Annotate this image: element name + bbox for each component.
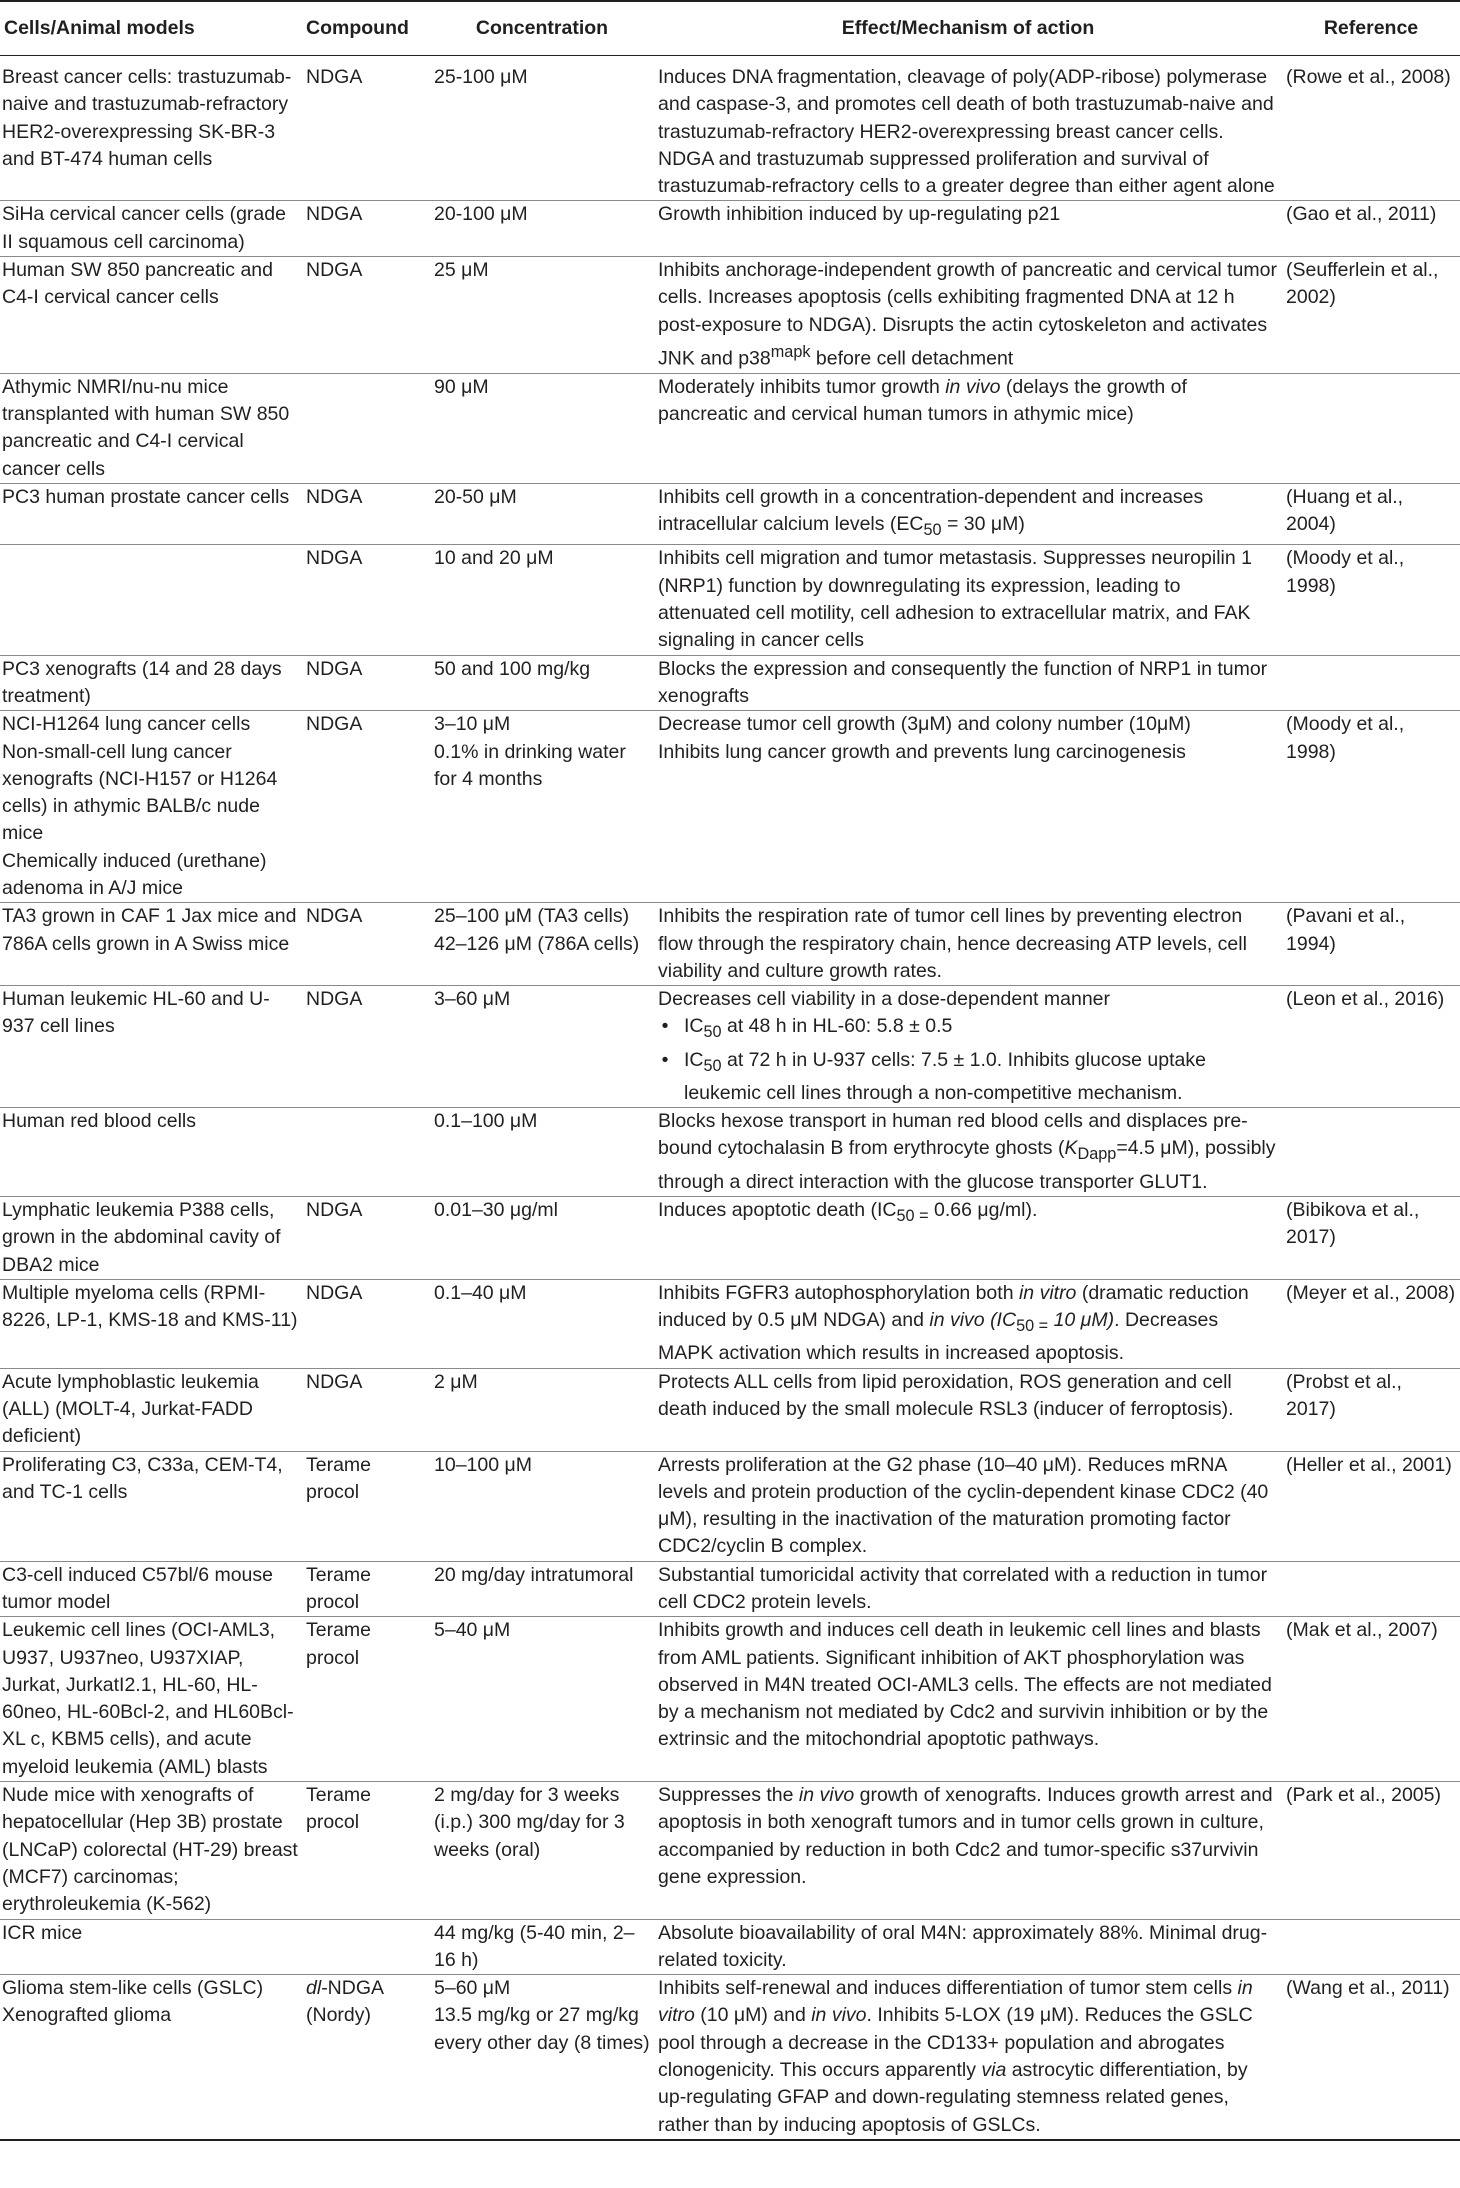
table-row bbox=[0, 1451, 1460, 1561]
model-cell: Multiple myeloma cells (RPMI-8226, LP-1, KMS-18 and KMS-11) bbox=[0, 1279, 302, 1368]
effect-tail: =4.5 μM), possibly through a direct interaction with the glucose transporter GLUT1. bbox=[658, 1137, 1276, 1193]
compound-cell: NDGA bbox=[302, 56, 430, 201]
concentration-cell: 3–60 μM bbox=[430, 986, 654, 1108]
effect-italic: in vitro bbox=[1018, 1281, 1077, 1304]
compound-cell: NDGA bbox=[302, 483, 430, 544]
effect-sub: 50 = bbox=[1016, 1317, 1049, 1336]
reference-cell: (Wang et al., 2011) bbox=[1282, 1975, 1460, 2140]
effect-italic: 10 μM) bbox=[1048, 1309, 1115, 1332]
bullet-tail: at 72 h in U-937 cells: 7.5 ± 1.0. Inhibits glucose uptake leukemic cell lines through a non-competitive mechanism. bbox=[684, 1048, 1206, 1104]
effect-cell: Growth inhibition induced by up-regulating p21 bbox=[654, 201, 1282, 257]
effect-mid: (dramatic reduction induced by 0.5 μM NDGA) and bbox=[658, 1281, 1249, 1332]
effect-sub: 50 bbox=[923, 521, 942, 540]
table-row bbox=[0, 1919, 1460, 1975]
model-cell: Human SW 850 pancreatic and C4-I cervical cancer cells bbox=[0, 257, 302, 374]
reference-cell bbox=[1282, 1919, 1460, 1975]
effect-cell: Decrease tumor cell growth (3μM) and colony number (10μM) Inhibits lung cancer growth and prevents lung carcinogenesis bbox=[654, 711, 1282, 903]
bullet-text: IC bbox=[684, 1048, 704, 1071]
effect-text: Moderately inhibits tumor growth bbox=[658, 375, 946, 398]
reference-cell bbox=[1282, 655, 1460, 711]
table-row bbox=[0, 257, 1460, 374]
reference-cell bbox=[1282, 1108, 1460, 1197]
model-cell: Glioma stem-like cells (GSLC) Xenografted glioma bbox=[0, 1975, 302, 2140]
model-cell: Human red blood cells bbox=[0, 1108, 302, 1197]
concentration-cell: 0.1–100 μM bbox=[430, 1108, 654, 1197]
concentration-cell: 25 μM bbox=[430, 257, 654, 374]
reference-cell: (Huang et al., 2004) bbox=[1282, 483, 1460, 544]
effect-italic: via bbox=[981, 2059, 1007, 2082]
model-cell: Athymic NMRI/nu-nu mice transplanted with human SW 850 pancreatic and C4-I cervical cancer cells bbox=[0, 373, 302, 483]
table-row bbox=[0, 1108, 1460, 1197]
reference-cell: (Pavani et al., 1994) bbox=[1282, 903, 1460, 986]
effect-cell: Inhibits cell migration and tumor metastasis. Suppresses neuropilin 1 (NRP1) function by downregulating its expression, leading to attenuated cell motility, cell adhesion to extracellular matrix, and FAK signaling in cancer cells bbox=[654, 545, 1282, 655]
effect-mid: (10 μM) and bbox=[694, 2004, 812, 2027]
effect-cell: Absolute bioavailability of oral M4N: approximately 88%. Minimal drug-related toxicity. bbox=[654, 1919, 1282, 1975]
effect-cell: Protects ALL cells from lipid peroxidation, ROS generation and cell death induced by the small molecule RSL3 (inducer of ferroptosis). bbox=[654, 1368, 1282, 1451]
header-concentration: Concentration bbox=[430, 1, 654, 56]
header-model: Cells/Animal models bbox=[0, 1, 302, 56]
compound-cell: Terame procol bbox=[302, 1617, 430, 1782]
effect-cell bbox=[654, 1108, 1282, 1197]
compound-cell: NDGA bbox=[302, 986, 430, 1108]
compound-cell: Terame procol bbox=[302, 1782, 430, 1919]
effect-cell: Arrests proliferation at the G2 phase (10–40 μM). Reduces mRNA levels and protein production of the cyclin-dependent kinase CDC2 (40 μM), resulting in the inactivation of the maturation promoting factor CDC2/cyclin B complex. bbox=[654, 1451, 1282, 1561]
effect-bullet bbox=[684, 1013, 1278, 1046]
table-row bbox=[0, 1196, 1460, 1279]
effect-tail: astrocytic differentiation, by up-regulating GFAP and down-regulating stemness related genes, rather than by inducing apoptosis of GSLCs. bbox=[658, 2059, 1248, 2136]
compound-cell: NDGA bbox=[302, 903, 430, 986]
reference-cell bbox=[1282, 373, 1460, 483]
concentration-cell: 5–60 μM 13.5 mg/kg or 27 mg/kg every other day (8 times) bbox=[430, 1975, 654, 2140]
header-effect: Effect/Mechanism of action bbox=[654, 1, 1282, 56]
effect-tail: 0.66 μg/ml). bbox=[928, 1198, 1038, 1221]
table-row bbox=[0, 1368, 1460, 1451]
model-cell: Lymphatic leukemia P388 cells, grown in the abdominal cavity of DBA2 mice bbox=[0, 1196, 302, 1279]
compound-cell: Terame procol bbox=[302, 1451, 430, 1561]
model-cell: Nude mice with xenografts of hepatocellular (Hep 3B) prostate (LNCaP) colorectal (HT-29) breast (MCF7) carcinomas; erythroleukemia (K-562) bbox=[0, 1782, 302, 1919]
concentration-cell: 0.01–30 μg/ml bbox=[430, 1196, 654, 1279]
reference-cell: (Mak et al., 2007) bbox=[1282, 1617, 1460, 1782]
effect-cell bbox=[654, 986, 1282, 1108]
table-row bbox=[0, 373, 1460, 483]
model-cell: Acute lymphoblastic leukemia (ALL) (MOLT-4, Jurkat-FADD deficient) bbox=[0, 1368, 302, 1451]
model-cell: ICR mice bbox=[0, 1919, 302, 1975]
table-row bbox=[0, 711, 1460, 903]
table-row bbox=[0, 1617, 1460, 1782]
effect-cell bbox=[654, 373, 1282, 483]
reference-cell: (Probst et al., 2017) bbox=[1282, 1368, 1460, 1451]
concentration-cell: 3–10 μM 0.1% in drinking water for 4 months bbox=[430, 711, 654, 903]
concentration-cell: 2 μM bbox=[430, 1368, 654, 1451]
concentration-cell: 50 and 100 mg/kg bbox=[430, 655, 654, 711]
model-cell: PC3 xenografts (14 and 28 days treatment) bbox=[0, 655, 302, 711]
effect-bullet-list bbox=[658, 1013, 1278, 1107]
compound-cell bbox=[302, 1108, 430, 1197]
effect-cell bbox=[654, 257, 1282, 374]
header-reference: Reference bbox=[1282, 1, 1460, 56]
effect-cell bbox=[654, 1782, 1282, 1919]
reference-cell: (Heller et al., 2001) bbox=[1282, 1451, 1460, 1561]
compound-cell bbox=[302, 1919, 430, 1975]
effect-text: Induces apoptotic death (IC bbox=[658, 1198, 897, 1221]
table-row bbox=[0, 1782, 1460, 1919]
effect-italic: in vivo bbox=[945, 375, 1001, 398]
concentration-cell: 25–100 μM (TA3 cells) 42–126 μM (786A cells) bbox=[430, 903, 654, 986]
table-row bbox=[0, 1561, 1460, 1617]
effect-text: Inhibits self-renewal and induces differentiation of tumor stem cells bbox=[658, 1977, 1238, 2000]
table-row bbox=[0, 1975, 1460, 2140]
effect-italic: in vivo bbox=[811, 2004, 867, 2027]
effect-italic: in vivo (IC bbox=[929, 1309, 1017, 1332]
table-row bbox=[0, 1279, 1460, 1368]
reference-cell: (Bibikova et al., 2017) bbox=[1282, 1196, 1460, 1279]
model-cell: PC3 human prostate cancer cells bbox=[0, 483, 302, 544]
compound-cell: Terame procol bbox=[302, 1561, 430, 1617]
table-row bbox=[0, 903, 1460, 986]
effect-tail: = 30 μM) bbox=[941, 513, 1025, 536]
concentration-cell: 10 and 20 μM bbox=[430, 545, 654, 655]
effect-cell bbox=[654, 483, 1282, 544]
table-row bbox=[0, 545, 1460, 655]
effect-sub: Dapp bbox=[1077, 1145, 1117, 1164]
model-cell: TA3 grown in CAF 1 Jax mice and 786A cells grown in A Swiss mice bbox=[0, 903, 302, 986]
table-row bbox=[0, 56, 1460, 201]
model-cell: NCI-H1264 lung cancer cells Non-small-cell lung cancer xenografts (NCI-H157 or H1264 cells) in athymic BALB/c nude mice Chemically induced (urethane) adenoma in A/J mice bbox=[0, 711, 302, 903]
effect-text: Decreases cell viability in a dose-dependent manner bbox=[658, 988, 1111, 1011]
compound-cell: NDGA bbox=[302, 201, 430, 257]
effect-sub: 50 = bbox=[896, 1206, 929, 1225]
concentration-cell: 25-100 μM bbox=[430, 56, 654, 201]
model-cell: Leukemic cell lines (OCI-AML3, U937, U937neo, U937XIAP, Jurkat, JurkatI2.1, HL-60, HL-60neo, HL-60Bcl-2, and HL60Bcl-XL c, KBM5 cells), and acute myeloid leukemia (AML) blasts bbox=[0, 1617, 302, 1782]
reference-cell bbox=[1282, 1561, 1460, 1617]
effect-cell: Inhibits the respiration rate of tumor cell lines by preventing electron flow through the respiratory chain, hence decreasing ATP levels, cell viability and culture growth rates. bbox=[654, 903, 1282, 986]
effect-cell: Inhibits growth and induces cell death in leukemic cell lines and blasts from AML patients. Significant inhibition of AKT phosphorylation was observed in M4N treated OCI-AML3 cells. The effects are not mediated by a mechanism not mediated by Cdc2 and survivin inhibition or by the extrinsic and the mitochondrial apoptotic pathways. bbox=[654, 1617, 1282, 1782]
effect-text: Inhibits anchorage-independent growth of pancreatic and cervical tumor cells. Increases apoptosis (cells exhibiting fragmented DNA at 12 h post-exposure to NDGA). Disrupts the actin cytoskeleton and activates JNK and p38 bbox=[658, 259, 1277, 370]
concentration-cell: 5–40 μM bbox=[430, 1617, 654, 1782]
concentration-cell: 0.1–40 μM bbox=[430, 1279, 654, 1368]
effect-tail: . Decreases MAPK activation which results in increased apoptosis. bbox=[658, 1309, 1219, 1365]
reference-cell: (Moody et al., 1998) bbox=[1282, 545, 1460, 655]
effect-tail: (delays the growth of pancreatic and cervical human tumors in athymic mice) bbox=[658, 375, 1187, 426]
model-cell: Breast cancer cells: trastuzumab-naive and trastuzumab-refractory HER2-overexpressing SK-BR-3 and BT-474 human cells bbox=[0, 56, 302, 201]
table-row bbox=[0, 201, 1460, 257]
compound-cell: NDGA bbox=[302, 1368, 430, 1451]
compound-cell: NDGA bbox=[302, 1279, 430, 1368]
concentration-cell: 90 μM bbox=[430, 373, 654, 483]
effect-tail: before cell detachment bbox=[810, 347, 1014, 370]
compound-cell bbox=[302, 1975, 430, 2140]
effect-sup: mapk bbox=[770, 342, 811, 361]
effect-cell bbox=[654, 1279, 1282, 1368]
reference-cell: (Rowe et al., 2008) bbox=[1282, 56, 1460, 201]
header-compound: Compound bbox=[302, 1, 430, 56]
effect-text: Suppresses the bbox=[658, 1784, 799, 1807]
reference-cell: (Moody et al., 1998) bbox=[1282, 711, 1460, 903]
effect-bullet bbox=[684, 1047, 1278, 1107]
effect-text: Blocks hexose transport in human red blood cells and displaces pre-bound cytochalasin B from erythrocyte ghosts ( bbox=[658, 1110, 1248, 1160]
effect-text: Inhibits FGFR3 autophosphorylation both bbox=[658, 1281, 1019, 1304]
table-row bbox=[0, 655, 1460, 711]
compound-cell bbox=[302, 373, 430, 483]
effect-cell: Substantial tumoricidal activity that correlated with a reduction in tumor cell CDC2 protein levels. bbox=[654, 1561, 1282, 1617]
table-row bbox=[0, 986, 1460, 1108]
reference-cell: (Gao et al., 2011) bbox=[1282, 201, 1460, 257]
effect-cell: Induces DNA fragmentation, cleavage of poly(ADP-ribose) polymerase and caspase-3, and promotes cell death of both trastuzumab-naive and trastuzumab-refractory HER2-overexpressing breast cancer cells. NDGA and trastuzumab suppressed proliferation and survival of trastuzumab-refractory cells to a greater degree than either agent alone bbox=[654, 56, 1282, 201]
effect-italic: in vitro bbox=[658, 1977, 1253, 2027]
effect-italic: K bbox=[1064, 1137, 1078, 1160]
effect-cell: Blocks the expression and consequently the function of NRP1 in tumor xenografts bbox=[654, 655, 1282, 711]
compound-cell: NDGA bbox=[302, 545, 430, 655]
model-cell: C3-cell induced C57bl/6 mouse tumor model bbox=[0, 1561, 302, 1617]
effect-text: Inhibits cell growth in a concentration-dependent and increases intracellular calcium levels (EC bbox=[658, 485, 1204, 536]
model-cell bbox=[0, 545, 302, 655]
reference-cell: (Meyer et al., 2008) bbox=[1282, 1279, 1460, 1368]
bullet-text: IC bbox=[684, 1015, 704, 1038]
bullet-tail: at 48 h in HL-60: 5.8 ± 0.5 bbox=[721, 1015, 953, 1038]
compound-cell: NDGA bbox=[302, 655, 430, 711]
compound-italic: dl bbox=[306, 1977, 322, 2000]
model-cell: Proliferating C3, C33a, CEM-T4, and TC-1 cells bbox=[0, 1451, 302, 1561]
compound-cell: NDGA bbox=[302, 257, 430, 374]
model-cell: Human leukemic HL-60 and U-937 cell lines bbox=[0, 986, 302, 1108]
reference-cell: (Park et al., 2005) bbox=[1282, 1782, 1460, 1919]
concentration-cell: 20 mg/day intratumoral bbox=[430, 1561, 654, 1617]
effect-cell bbox=[654, 1196, 1282, 1279]
concentration-cell: 10–100 μM bbox=[430, 1451, 654, 1561]
concentration-cell: 44 mg/kg (5-40 min, 2–16 h) bbox=[430, 1919, 654, 1975]
effect-italic: in vivo bbox=[798, 1784, 855, 1807]
effect-mid: . Inhibits 5-LOX (19 μM). Reduces the GSLC pool through a decrease in the CD133+ population and abrogates clonogenicity. This occurs apparently bbox=[658, 2004, 1253, 2082]
bullet-sub: 50 bbox=[703, 1056, 722, 1075]
reference-cell: (Seufferlein et al., 2002) bbox=[1282, 257, 1460, 374]
compound-text: -NDGA (Nordy) bbox=[306, 1977, 383, 2027]
effect-cell bbox=[654, 1975, 1282, 2140]
table-header-row bbox=[0, 1, 1460, 56]
table-row bbox=[0, 483, 1460, 544]
reference-cell: (Leon et al., 2016) bbox=[1282, 986, 1460, 1108]
concentration-cell: 2 mg/day for 3 weeks (i.p.) 300 mg/day for 3 weeks (oral) bbox=[430, 1782, 654, 1919]
concentration-cell: 20-100 μM bbox=[430, 201, 654, 257]
model-cell: SiHa cervical cancer cells (grade II squamous cell carcinoma) bbox=[0, 201, 302, 257]
compound-cell: NDGA bbox=[302, 1196, 430, 1279]
concentration-cell: 20-50 μM bbox=[430, 483, 654, 544]
bullet-sub: 50 bbox=[703, 1023, 722, 1042]
compound-cell: NDGA bbox=[302, 711, 430, 903]
effect-tail: growth of xenografts. Induces growth arrest and apoptosis in both xenograft tumors and in tumor cells grown in culture, accompanied by reduction in both Cdc2 and tumor-specific s37urvivin gene expression. bbox=[658, 1784, 1273, 1888]
